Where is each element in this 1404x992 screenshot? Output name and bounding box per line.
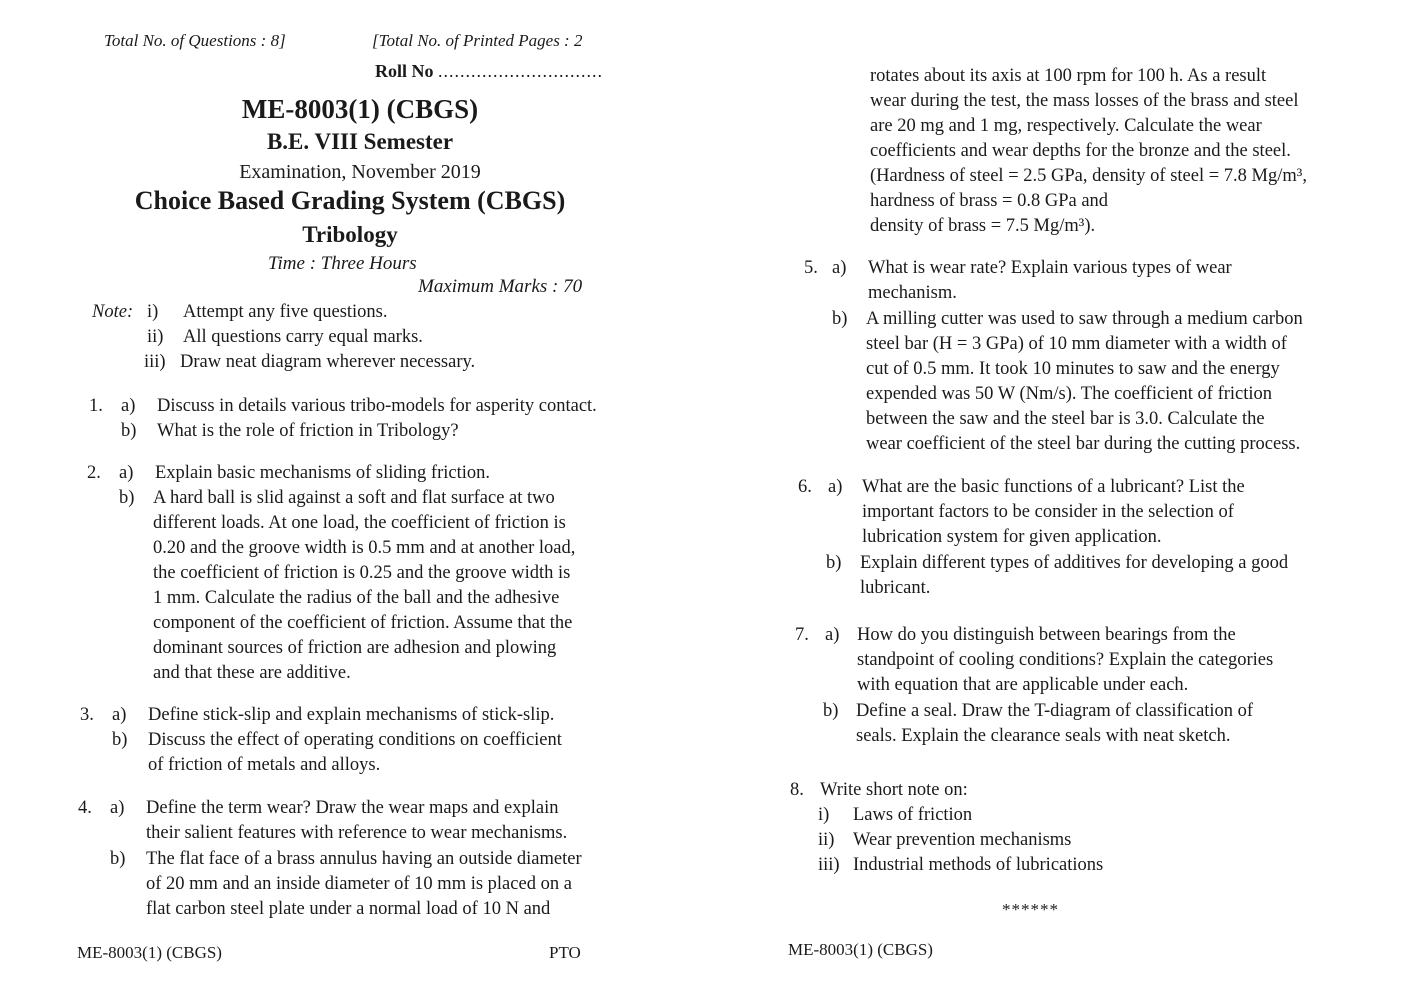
part-b: b) A milling cutter was used to saw through a medium carbon steel bar (H = 3 GPa) of 10 mm diameter with a width of cut of 0.5 mm. It took 10 minutes to saw and the energy expended was 50 W (Nm/s). The coefficient of friction between the saw and the steel bar is 3.0. Calculate the wear coefficient of the steel bar during the cutting process. bbox=[832, 307, 847, 332]
subject: Tribology bbox=[302, 222, 398, 247]
note-item: iii) Draw neat diagram wherever necessary. bbox=[144, 352, 476, 372]
text-line: Define the term wear? Draw the wear maps and explain bbox=[146, 798, 559, 818]
text-line: A milling cutter was used to saw through a medium carbon bbox=[866, 309, 1303, 329]
note-item: ii) All questions carry equal marks. bbox=[147, 327, 423, 347]
text-line: rotates about its axis at 100 rpm for 100 h. As a result bbox=[870, 66, 1267, 86]
text-line: What are the basic functions of a lubricant? List the bbox=[862, 477, 1245, 497]
text-line: the coefficient of friction is 0.25 and the groove width is bbox=[153, 563, 571, 583]
text-line: The flat face of a brass annulus having an outside diameter bbox=[146, 849, 582, 869]
text-line: different loads. At one load, the coefficient of friction is bbox=[153, 513, 566, 533]
note-item: i) Attempt any five questions. bbox=[147, 302, 388, 322]
text-line: cut of 0.5 mm. It took 10 minutes to saw and the energy bbox=[866, 359, 1280, 379]
part-a: a) Define stick-slip and explain mechanisms of stick-slip. bbox=[112, 705, 555, 725]
part-b: b) A hard ball is slid against a soft and flat surface at two different loads. At one load, the coefficient of friction is 0.20 and the groove width is 0.5 mm and at another load, the coefficient of friction is 0.25 and the groove width is 1 mm. Calculate the radius of the ball and the adhesive component of the coefficient of friction. Assume that the dominant sources of friction are adhesion and plowing and that these are additive. bbox=[119, 486, 134, 511]
text-line: expended was 50 W (Nm/s). The coefficient of friction bbox=[866, 384, 1273, 404]
text-line: of 20 mm and an inside diameter of 10 mm is placed on a bbox=[146, 874, 572, 894]
text-line: coefficients and wear depths for the bronze and the steel. bbox=[870, 141, 1291, 161]
text-line: component of the coefficient of friction. Assume that the bbox=[153, 613, 573, 633]
question-text: Write short note on: bbox=[820, 780, 968, 800]
text-line: lubricant. bbox=[860, 578, 931, 598]
text-line: wear coefficient of the steel bar during the cutting process. bbox=[866, 434, 1301, 454]
total-pages: [Total No. of Printed Pages : 2 bbox=[372, 31, 583, 50]
text-line: of friction of metals and alloys. bbox=[148, 755, 381, 775]
note-label: Note: bbox=[92, 302, 134, 322]
part-a: a) What are the basic functions of a lubricant? List the important factors to be consider in the selection of lubrication system for given application. bbox=[828, 475, 842, 500]
semester: B.E. VIII Semester bbox=[266, 129, 454, 154]
right-page bbox=[700, 0, 1404, 992]
text-line: between the saw and the steel bar is 3.0. Calculate the bbox=[866, 409, 1265, 429]
question-number: 7. bbox=[795, 625, 809, 645]
text-line: are 20 mg and 1 mg, respectively. Calculate the wear bbox=[870, 116, 1262, 136]
text-line: How do you distinguish between bearings from the bbox=[857, 625, 1236, 645]
text-line: A hard ball is slid against a soft and flat surface at two bbox=[153, 488, 555, 508]
part-a: a) What is wear rate? Explain various types of wear mechanism. bbox=[832, 256, 846, 281]
part-a: a) How do you distinguish between bearings from the standpoint of cooling conditions? Explain the categories with equation that are applicable under each. bbox=[825, 623, 839, 648]
question-number: 2. bbox=[87, 463, 101, 483]
footer-paper-code: ME-8003(1) (CBGS) bbox=[788, 940, 933, 959]
text-line: dominant sources of friction are adhesion and plowing bbox=[153, 638, 557, 658]
part-a: a) Define the term wear? Draw the wear maps and explain their salient features with reference to wear mechanisms. bbox=[110, 796, 124, 821]
paper-code: ME-8003(1) (CBGS) bbox=[241, 94, 479, 124]
text-line: and that these are additive. bbox=[153, 663, 351, 683]
text-line: flat carbon steel plate under a normal load of 10 N and bbox=[146, 899, 551, 919]
short-note-item: i) Laws of friction bbox=[818, 805, 973, 825]
question-number: 8. bbox=[790, 780, 804, 800]
part-b: b) Explain different types of additives for developing a good lubricant. bbox=[826, 551, 841, 576]
question-number: 3. bbox=[80, 705, 94, 725]
end-mark: ****** bbox=[1002, 900, 1059, 919]
roll-no bbox=[375, 61, 603, 82]
time-allowed: Time : Three Hours bbox=[268, 253, 417, 274]
part-b: b) Discuss the effect of operating conditions on coefficient of friction of metals and alloys. bbox=[112, 728, 127, 753]
roll-no-label: Roll No bbox=[375, 61, 434, 81]
total-questions: Total No. of Questions : 8] bbox=[104, 31, 286, 50]
text-line: density of brass = 7.5 Mg/m³). bbox=[870, 216, 1096, 236]
part-b: b) What is the role of friction in Tribology? bbox=[121, 421, 459, 441]
text-line: mechanism. bbox=[868, 283, 957, 303]
text-line: Explain different types of additives for developing a good bbox=[860, 553, 1289, 573]
footer-pto: PTO bbox=[549, 943, 581, 962]
roll-no-field: .............................. bbox=[438, 61, 603, 81]
text-line: their salient features with reference to wear mechanisms. bbox=[146, 823, 568, 843]
max-marks: Maximum Marks : 70 bbox=[418, 276, 583, 297]
text-line: steel bar (H = 3 GPa) of 10 mm diameter with a width of bbox=[866, 334, 1287, 354]
grading-system: Choice Based Grading System (CBGS) bbox=[134, 186, 566, 215]
text-line: What is wear rate? Explain various types of wear bbox=[868, 258, 1232, 278]
part-b: b) The flat face of a brass annulus having an outside diameter of 20 mm and an inside diameter of 10 mm is placed on a flat carbon steel plate under a normal load of 10 N and bbox=[110, 847, 125, 872]
question-number: 5. bbox=[804, 258, 818, 278]
exam-session: Examination, November 2019 bbox=[239, 161, 481, 183]
short-note-item: iii) Industrial methods of lubrications bbox=[818, 855, 1104, 875]
short-note-item: ii) Wear prevention mechanisms bbox=[818, 830, 1072, 850]
text-line: hardness of brass = 0.8 GPa and bbox=[870, 191, 1109, 211]
part-a: a) Explain basic mechanisms of sliding friction. bbox=[119, 463, 490, 483]
footer-paper-code: ME-8003(1) (CBGS) bbox=[77, 943, 222, 962]
part-b: b) Define a seal. Draw the T-diagram of classification of seals. Explain the clearance seals with neat sketch. bbox=[823, 699, 838, 724]
question-number: 1. bbox=[89, 396, 103, 416]
text-line: 1 mm. Calculate the radius of the ball and the adhesive bbox=[153, 588, 560, 608]
left-page bbox=[0, 0, 700, 992]
text-line: 0.20 and the groove width is 0.5 mm and at another load, bbox=[153, 538, 576, 558]
text-line: with equation that are applicable under each. bbox=[857, 675, 1189, 695]
text-line: important factors to be consider in the selection of bbox=[862, 502, 1234, 522]
text-line: (Hardness of steel = 2.5 GPa, density of steel = 7.8 Mg/m³, bbox=[870, 166, 1307, 186]
question-number: 4. bbox=[78, 798, 92, 818]
text-line: lubrication system for given application. bbox=[862, 527, 1162, 547]
text-line: wear during the test, the mass losses of the brass and steel bbox=[870, 91, 1299, 111]
text-line: seals. Explain the clearance seals with neat sketch. bbox=[856, 726, 1231, 746]
question-4-continued bbox=[870, 64, 1307, 239]
text-line: standpoint of cooling conditions? Explain the categories bbox=[857, 650, 1274, 670]
text-line: Define a seal. Draw the T-diagram of classification of bbox=[856, 701, 1254, 721]
part-a: a) Discuss in details various tribo-models for asperity contact. bbox=[121, 396, 597, 416]
text-line: Discuss the effect of operating conditions on coefficient bbox=[148, 730, 562, 750]
question-number: 6. bbox=[798, 477, 812, 497]
